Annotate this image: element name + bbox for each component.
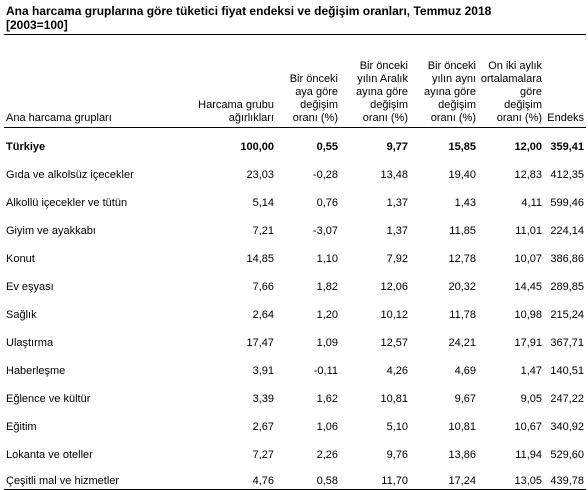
cell-12m-avg-change: 12,83 (514, 169, 542, 181)
cell-monthly-change: 0,58 (276, 464, 340, 490)
cell-weight: 4,76 (186, 464, 276, 490)
table-row (4, 352, 586, 380)
cell-monthly-change: 1,20 (316, 309, 338, 321)
table-row (4, 380, 586, 408)
cell-monthly-change: 1,82 (316, 281, 338, 293)
cell-index: 439,78 (544, 464, 586, 490)
title-text: Ana harcama gruplarına göre tüketici fiyat endeksi ve değişim oranları, Temmuz 2018 (6, 4, 492, 18)
cell-ytd-change: 12,06 (380, 281, 408, 293)
cell-group-name: Gıda ve alkolsüz içecekler (6, 169, 134, 181)
cell-index: 224,14 (550, 225, 584, 237)
table-row (4, 296, 586, 324)
cell-group-name: Çeşitli mal ve hizmetler (4, 464, 186, 490)
cell-monthly-change: -0,11 (313, 365, 338, 377)
cell-12m-avg-change: 4,11 (521, 197, 542, 209)
header-group: Ana harcama grupları (4, 35, 186, 128)
cell-group-name: Lokanta ve oteller (6, 449, 93, 461)
cell-ytd-change: 5,10 (386, 421, 408, 433)
cell-index: 215,24 (550, 309, 584, 321)
cell-monthly-change: 1,62 (316, 393, 338, 405)
header-12m-avg-change: On iki aylık ortalamalara göre değişim oranı (%) (478, 35, 544, 128)
cell-group-name: Türkiye (6, 141, 46, 153)
cell-12m-avg-change: 11,94 (515, 449, 542, 461)
cell-index: 367,71 (550, 337, 584, 349)
cell-12m-avg-change: 9,05 (520, 393, 542, 405)
cell-index: 247,22 (550, 393, 584, 405)
cell-12m-avg-change: 11,01 (515, 225, 542, 237)
cell-group-name: Konut (6, 253, 35, 265)
cell-group-name: Eğitim (6, 421, 37, 433)
cell-monthly-change: 1,06 (316, 421, 338, 433)
cell-group-name: Giyim ve ayakkabı (6, 225, 96, 237)
cell-monthly-change: -0,28 (312, 169, 338, 181)
cell-weight: 14,85 (246, 253, 274, 265)
cell-weight: 2,64 (252, 309, 274, 321)
cell-index: 529,60 (550, 449, 584, 461)
cell-annual-change: 11,85 (449, 225, 476, 237)
cell-group-name: Ev eşyası (6, 281, 54, 293)
cell-annual-change: 10,81 (448, 421, 476, 433)
header-index: Endeks (544, 35, 586, 128)
cell-annual-change: 24,21 (448, 337, 476, 349)
cell-index: 140,51 (550, 365, 584, 377)
total-row (4, 128, 586, 157)
cell-group-name: Alkollü içecekler ve tütün (6, 197, 128, 209)
cell-index: 599,46 (550, 197, 584, 209)
cell-12m-avg-change: 17,91 (514, 337, 542, 349)
cell-index: 289,85 (550, 281, 584, 293)
cell-annual-change: 13,86 (448, 449, 476, 461)
header-row (4, 35, 586, 128)
cell-weight: 7,21 (252, 225, 274, 237)
table-title (6, 4, 586, 32)
cell-annual-change: 9,67 (454, 393, 476, 405)
cell-weight: 100,00 (240, 141, 274, 153)
cell-ytd-change: 9,76 (386, 449, 408, 461)
cell-ytd-change: 12,57 (380, 337, 408, 349)
cell-monthly-change: 0,76 (316, 197, 338, 209)
header-ytd-change: Bir önceki yılın Aralık ayına göre değişim oranı (%) (340, 35, 410, 128)
cell-ytd-change: 11,70 (340, 464, 410, 490)
cell-ytd-change: 7,92 (386, 253, 408, 265)
table-row (4, 464, 586, 490)
cell-weight: 23,03 (246, 169, 274, 181)
cell-group-name: Haberleşme (6, 365, 66, 377)
cell-12m-avg-change: 10,98 (514, 309, 542, 321)
cell-group-name: Sağlık (6, 309, 37, 321)
cell-weight: 17,47 (246, 337, 274, 349)
table-row (4, 156, 586, 184)
cell-ytd-change: 1,37 (386, 197, 408, 209)
cell-12m-avg-change: 10,07 (514, 253, 542, 265)
cell-monthly-change: 1,10 (316, 253, 338, 265)
table-row (4, 212, 586, 240)
cell-12m-avg-change: 14,45 (514, 281, 542, 293)
cell-12m-avg-change: 13,05 (478, 464, 544, 490)
cell-ytd-change: 10,12 (380, 309, 408, 321)
cell-weight: 5,14 (252, 197, 274, 209)
cell-ytd-change: 4,26 (386, 365, 408, 377)
cell-ytd-change: 13,48 (380, 169, 408, 181)
cell-annual-change: 17,24 (410, 464, 478, 490)
header-annual-change: Bir önceki yılın aynı ayına göre değişim oranı (%) (410, 35, 478, 128)
cell-annual-change: 12,78 (448, 253, 476, 265)
cell-annual-change: 11,78 (449, 309, 476, 321)
cell-monthly-change: 1,09 (316, 337, 338, 349)
cell-12m-avg-change: 1,47 (520, 365, 542, 377)
cell-index: 340,92 (550, 421, 584, 433)
cell-weight: 7,66 (252, 281, 274, 293)
cell-12m-avg-change: 10,67 (514, 421, 542, 433)
table-row (4, 184, 586, 212)
cell-ytd-change: 10,81 (380, 393, 408, 405)
cell-ytd-change: 9,77 (386, 141, 408, 153)
cell-group-name: Eğlence ve kültür (6, 393, 91, 405)
cell-group-name: Ulaştırma (6, 337, 54, 349)
cell-index: 386,86 (550, 253, 584, 265)
cell-annual-change: 20,32 (448, 281, 476, 293)
table-body (4, 128, 586, 490)
table-row (4, 240, 586, 268)
base-year-note: [2003=100] (6, 18, 68, 32)
table-row (4, 324, 586, 352)
table-row (4, 268, 586, 296)
header-monthly-change: Bir önceki aya göre değişim oranı (%) (276, 35, 340, 128)
cell-annual-change: 15,85 (448, 141, 476, 153)
cell-ytd-change: 1,37 (386, 225, 408, 237)
cell-weight: 3,39 (252, 393, 274, 405)
cell-12m-avg-change: 12,00 (514, 141, 542, 153)
cell-index: 359,41 (550, 141, 584, 153)
cell-annual-change: 19,40 (448, 169, 476, 181)
cell-annual-change: 1,43 (454, 197, 476, 209)
cell-index: 412,35 (550, 169, 584, 181)
header-weight: Harcama grubu ağırlıkları (186, 35, 276, 128)
cell-monthly-change: 0,55 (316, 141, 338, 153)
cell-annual-change: 4,69 (454, 365, 476, 377)
cell-monthly-change: -3,07 (312, 225, 338, 237)
cell-monthly-change: 2,26 (316, 449, 338, 461)
cell-weight: 7,27 (252, 449, 274, 461)
cpi-table (4, 34, 586, 490)
table-row (4, 408, 586, 436)
table-row (4, 436, 586, 464)
cell-weight: 3,91 (252, 365, 274, 377)
cell-weight: 2,67 (252, 421, 274, 433)
